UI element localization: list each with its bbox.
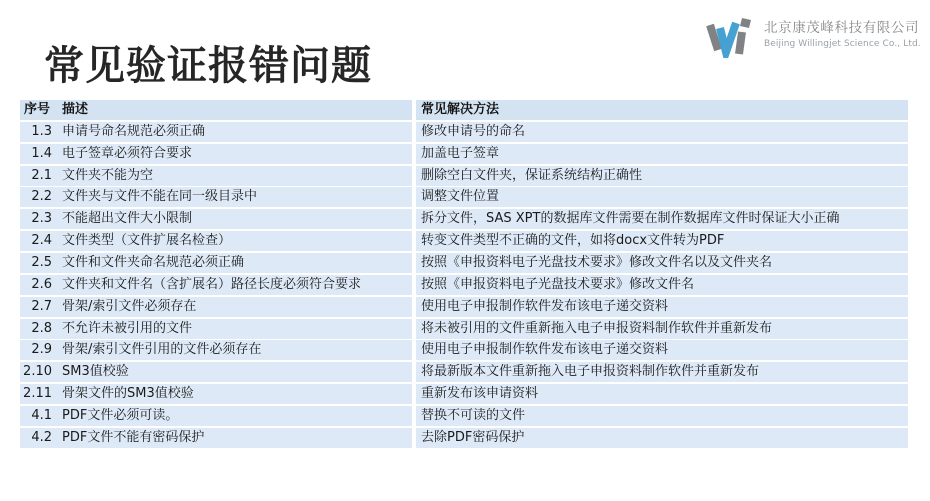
row-solution: 修改申请号的命名	[416, 122, 908, 142]
table-row	[20, 275, 908, 295]
row-description: 申请号命名规范必须正确	[62, 123, 206, 139]
row-solution: 将最新版本文件重新拖入电子申报资料制作软件并重新发布	[416, 362, 908, 382]
table-row	[20, 122, 908, 142]
row-left-block	[20, 428, 412, 448]
row-description: 骨架文件的SM3值校验	[62, 386, 194, 402]
row-left-block	[20, 187, 412, 207]
row-left-block	[20, 384, 412, 404]
row-description: 文件类型（文件扩展名检查）	[62, 233, 232, 249]
row-description: PDF文件必须可读。	[62, 408, 179, 424]
company-name-cn: 北京康茂峰科技有限公司	[764, 20, 920, 36]
table-row	[20, 253, 908, 273]
row-number: 2.8	[31, 320, 52, 336]
row-description: 不允许未被引用的文件	[62, 320, 193, 336]
row-left-block	[20, 122, 412, 142]
row-description: 电子签章必须符合要求	[62, 145, 193, 161]
row-solution: 使用电子申报制作软件发布该电子递交资料	[416, 340, 908, 360]
table-body	[20, 122, 908, 448]
table-row	[20, 384, 908, 404]
row-number: 2.5	[31, 255, 52, 271]
table-row	[20, 428, 908, 448]
row-left-block	[20, 231, 412, 251]
row-solution: 按照《申报资料电子光盘技术要求》修改文件名以及文件夹名	[416, 253, 908, 273]
header-solution: 常见解决方法	[416, 100, 908, 120]
row-solution: 拆分文件，SAS XPT的数据库文件需要在制作数据库文件时保证大小正确	[416, 209, 908, 229]
row-number: 2.1	[31, 167, 52, 183]
row-number: 4.2	[31, 429, 52, 445]
row-solution: 重新发布该申请资料	[416, 384, 908, 404]
row-left-block	[20, 362, 412, 382]
table-row	[20, 406, 908, 426]
company-logo	[706, 16, 921, 58]
row-number: 4.1	[31, 408, 52, 424]
row-solution: 按照《申报资料电子光盘技术要求》修改文件名	[416, 275, 908, 295]
row-solution: 去除PDF密码保护	[416, 428, 908, 448]
company-name-en: Beijing Willingjet Science Co., Ltd.	[764, 39, 921, 49]
table-row	[20, 231, 908, 251]
row-left-block	[20, 209, 412, 229]
willingjet-w-icon	[706, 16, 752, 58]
row-description: PDF文件不能有密码保护	[62, 429, 205, 445]
row-left-block	[20, 166, 412, 186]
row-description: 文件和文件夹命名规范必须正确	[62, 255, 245, 271]
row-number: 2.10	[23, 364, 52, 380]
table-row	[20, 362, 908, 382]
row-description: 骨架/索引文件必须存在	[62, 298, 197, 314]
row-description: 文件夹和文件名（含扩展名）路径长度必须符合要求	[62, 276, 362, 292]
row-number: 2.9	[31, 342, 52, 358]
header-desc: 描述	[62, 102, 89, 117]
row-description: 文件夹不能为空	[62, 167, 154, 183]
table-row	[20, 187, 908, 207]
row-solution: 将未被引用的文件重新拖入电子申报资料制作软件并重新发布	[416, 319, 908, 339]
row-solution: 替换不可读的文件	[416, 406, 908, 426]
row-solution: 调整文件位置	[416, 187, 908, 207]
table-row	[20, 144, 908, 164]
page-title: 常见验证报错问题	[44, 43, 372, 89]
row-left-block	[20, 340, 412, 360]
row-description: 骨架/索引文件引用的文件必须存在	[62, 342, 262, 358]
row-solution: 加盖电子签章	[416, 144, 908, 164]
row-number: 2.3	[31, 211, 52, 227]
row-solution: 删除空白文件夹，保证系统结构正确性	[416, 166, 908, 186]
row-description: SM3值校验	[62, 364, 129, 380]
row-left-block	[20, 406, 412, 426]
header-left-block	[20, 100, 412, 120]
row-number: 2.4	[31, 233, 52, 249]
row-number: 1.4	[31, 145, 52, 161]
row-description: 文件夹与文件不能在同一级目录中	[62, 189, 258, 205]
row-number: 2.7	[31, 298, 52, 314]
table-header-row	[20, 100, 908, 120]
table-row	[20, 297, 908, 317]
header-no: 序号	[24, 102, 51, 117]
table-row	[20, 166, 908, 186]
row-description: 不能超出文件大小限制	[62, 211, 193, 227]
table-row	[20, 319, 908, 339]
row-left-block	[20, 144, 412, 164]
row-left-block	[20, 319, 412, 339]
row-left-block	[20, 275, 412, 295]
table-row	[20, 340, 908, 360]
row-number: 2.2	[31, 189, 52, 205]
row-number: 1.3	[31, 123, 52, 139]
row-solution: 使用电子申报制作软件发布该电子递交资料	[416, 297, 908, 317]
row-solution: 转变文件类型不正确的文件，如将docx文件转为PDF	[416, 231, 908, 251]
company-name-block	[764, 16, 921, 49]
row-left-block	[20, 253, 412, 273]
table-row	[20, 209, 908, 229]
error-table	[20, 100, 908, 450]
row-left-block	[20, 297, 412, 317]
row-number: 2.11	[23, 386, 52, 402]
row-number: 2.6	[31, 276, 52, 292]
